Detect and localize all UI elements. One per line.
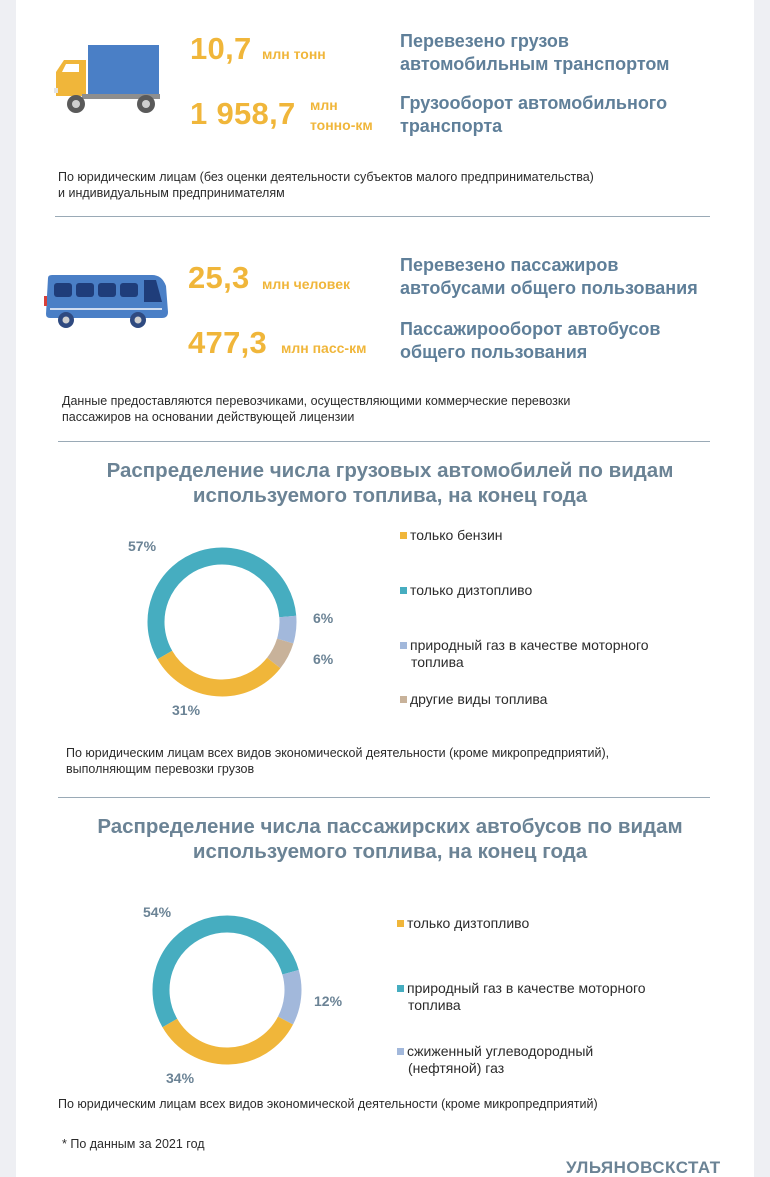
legend-label: сжиженный углеводородный <box>407 1043 594 1059</box>
passenger-count-desc <box>400 254 698 300</box>
chart1-label-gasoline: 31% <box>172 702 201 718</box>
chart2-slice-lpg <box>285 972 293 1020</box>
cargo-tonnage-desc-line: автомобильным транспортом <box>400 54 670 74</box>
chart2-legend-item <box>397 915 529 932</box>
cargo-turnover-desc-line: Грузооборот автомобильного <box>400 93 668 113</box>
cargo-note-line: и индивидуальным предпринимателям <box>58 185 285 200</box>
chart1-slice-other <box>274 641 285 663</box>
cargo-note <box>58 170 594 201</box>
passenger-turnover-unit: млн пасс-км <box>281 340 367 356</box>
chart1-title-line: используемого топлива, на конец года <box>192 484 588 507</box>
chart1-slice-diesel <box>156 556 288 655</box>
divider <box>55 216 710 217</box>
passenger-count-value: 25,3 <box>188 260 250 295</box>
legend-swatch <box>400 587 407 594</box>
chart2-slice-natural-gas <box>161 924 291 1023</box>
footnote: * По данным за 2021 год <box>62 1137 205 1151</box>
cargo-tonnage-desc <box>400 30 669 76</box>
chart2-label-diesel: 34% <box>166 1070 195 1086</box>
chart1-label-diesel: 57% <box>128 538 157 554</box>
chart1-label-other: 6% <box>313 651 334 667</box>
legend-label: только бензин <box>410 527 503 543</box>
chart2-legend-item <box>397 980 646 1014</box>
chart2-title-line: используемого топлива, на конец года <box>192 840 588 863</box>
chart2-label-lpg: 12% <box>314 993 343 1009</box>
legend-label: только дизтопливо <box>407 915 530 931</box>
legend-label: топлива <box>411 654 464 670</box>
chart2-donut <box>145 908 309 1072</box>
passenger-count-unit: млн человек <box>262 276 350 292</box>
chart1-legend-item <box>400 582 532 599</box>
cargo-turnover-unit-line: тонно-км <box>310 117 373 133</box>
brand-logo-text: УЛЬЯНОВСКСТАТ <box>566 1158 721 1177</box>
passenger-turnover-desc-line: общего пользования <box>400 342 588 362</box>
passenger-count-desc-line: автобусами общего пользования <box>400 278 698 298</box>
passenger-note-line: Данные предоставляются перевозчиками, осуществляющими коммерческие перевозки <box>62 394 571 408</box>
truck-icon <box>52 44 162 116</box>
cargo-turnover-unit-line: млн <box>310 97 338 113</box>
chart1-note-line: выполняющим перевозки грузов <box>66 761 255 776</box>
legend-label: топлива <box>408 997 461 1013</box>
chart2-note: По юридическим лицам всех видов экономической деятельности (кроме микропредприятий) <box>58 1097 598 1111</box>
legend-label: природный газ в качестве моторного <box>407 980 646 996</box>
legend-swatch <box>400 696 407 703</box>
passenger-turnover-desc <box>400 318 660 364</box>
chart2-title <box>50 814 730 864</box>
legend-swatch <box>397 1048 404 1055</box>
passenger-turnover-value: 477,3 <box>188 325 268 360</box>
legend-swatch <box>397 985 404 992</box>
chart2-legend-item <box>397 1043 593 1077</box>
legend-label: только дизтопливо <box>410 582 533 598</box>
cargo-note-line: По юридическим лицам (без оценки деятельности субъектов малого предпринимательства) <box>58 170 594 184</box>
chart1-title-line: Распределение числа грузовых автомобилей по видам <box>106 459 674 482</box>
legend-swatch <box>400 642 407 649</box>
divider <box>58 441 710 442</box>
chart1-legend-item <box>400 637 649 671</box>
chart1-note-line: По юридическим лицам всех видов экономической деятельности (кроме микропредприятий), <box>66 746 610 760</box>
passenger-note <box>62 394 570 425</box>
divider <box>58 797 710 798</box>
chart1-legend-item <box>400 527 503 544</box>
legend-label: (нефтяной) газ <box>408 1060 505 1076</box>
chart1-donut <box>140 540 304 704</box>
passenger-turnover-desc-line: Пассажирооборот автобусов <box>400 319 661 339</box>
chart2-title-line: Распределение числа пассажирских автобусов по видам <box>97 815 683 838</box>
legend-swatch <box>400 532 407 539</box>
chart1-label-natural-gas: 6% <box>313 610 334 626</box>
chart2-label-natural-gas: 54% <box>143 904 172 920</box>
chart2-slice-diesel <box>170 1021 286 1056</box>
cargo-turnover-desc-line: транспорта <box>400 116 503 136</box>
legend-swatch <box>397 920 404 927</box>
chart1-slice-gasoline <box>165 655 274 688</box>
legend-label: природный газ в качестве моторного <box>410 637 649 653</box>
chart1-title <box>60 458 720 508</box>
cargo-tonnage-desc-line: Перевезено грузов <box>400 31 569 51</box>
chart1-slice-natural-gas <box>285 616 288 641</box>
chart1-note <box>66 746 609 777</box>
passenger-count-desc-line: Перевезено пассажиров <box>400 255 619 275</box>
legend-label: другие виды топлива <box>410 691 548 707</box>
passenger-note-line: пассажиров на основании действующей лицензии <box>62 409 355 424</box>
cargo-tonnage-value: 10,7 <box>190 31 252 66</box>
cargo-tonnage-unit: млн тонн <box>262 46 326 62</box>
chart1-legend-item <box>400 691 547 708</box>
bus-icon <box>44 272 170 330</box>
cargo-turnover-unit <box>310 95 373 135</box>
cargo-turnover-desc <box>400 92 667 138</box>
cargo-turnover-value: 1 958,7 <box>190 96 296 131</box>
